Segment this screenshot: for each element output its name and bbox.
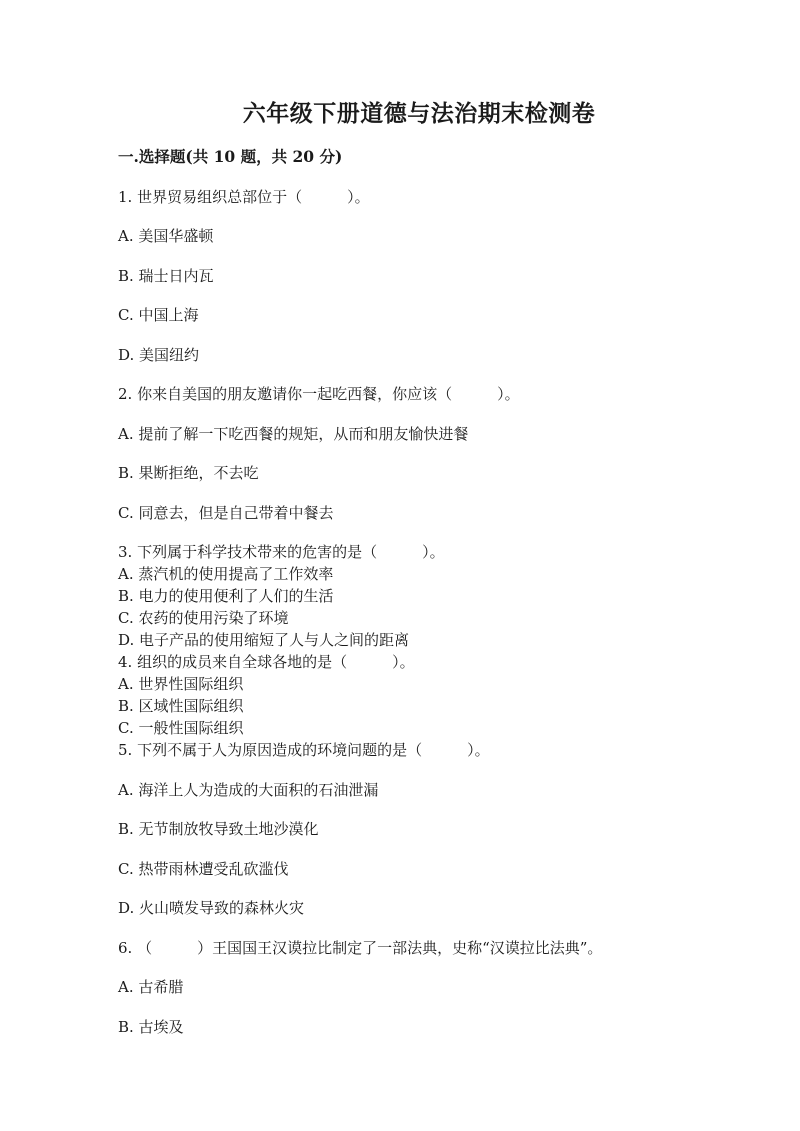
answer-option: C. 同意去，但是自己带着中餐去 (118, 503, 334, 522)
answer-option: A. 世界性国际组织 (118, 675, 244, 693)
question-block (118, 937, 720, 1038)
question-block (118, 541, 720, 651)
section-heading: 一.选择题(共 10 题，共 20 分) (118, 147, 343, 166)
exam-title: 六年级下册道德与法治期末检测卷 (242, 100, 596, 127)
answer-option: C. 农药的使用污染了环境 (118, 609, 289, 627)
question-block (118, 651, 720, 739)
answer-option: A. 古希腊 (118, 978, 184, 996)
answer-option: B. 果断拒绝，不去吃 (118, 464, 259, 482)
question-block (118, 186, 720, 366)
answer-option: C. 中国上海 (118, 306, 199, 324)
question-stem: 4. 组织的成员来自全球各地的是（ ）。 (118, 653, 415, 671)
answer-option: A. 蒸汽机的使用提高了工作效率 (118, 565, 334, 583)
answer-option: B. 电力的使用便利了人们的生活 (118, 587, 334, 605)
question-stem: 1. 世界贸易组织总部位于（ ）。 (118, 187, 370, 206)
answer-option: A. 海洋上人为造成的大面积的石油泄漏 (118, 780, 379, 799)
answer-option: B. 无节制放牧导致土地沙漠化 (118, 820, 319, 838)
question-stem: 3. 下列属于科学技术带来的危害的是（ ）。 (118, 543, 445, 561)
answer-option: D. 电子产品的使用缩短了人与人之间的距离 (118, 631, 410, 649)
answer-option: C. 热带雨林遭受乱砍滥伐 (118, 859, 289, 878)
answer-option: A. 提前了解一下吃西餐的规矩，从而和朋友愉快进餐 (118, 424, 469, 443)
answer-option: D. 美国纽约 (118, 345, 200, 364)
question-stem: 5. 下列不属于人为原因造成的环境问题的是（ ）。 (118, 741, 490, 759)
answer-option: B. 瑞士日内瓦 (118, 266, 214, 285)
question-stem: 2. 你来自美国的朋友邀请你一起吃西餐，你应该（ ）。 (118, 385, 520, 403)
question-stem: 6. （ ）王国国王汉谟拉比制定了一部法典，史称“汉谟拉比法典”。 (118, 938, 603, 957)
answer-option: B. 区域性国际组织 (118, 697, 244, 715)
answer-option: D. 火山喷发导致的森林火灾 (118, 899, 305, 917)
answer-option: C. 一般性国际组织 (118, 719, 244, 737)
question-block (118, 383, 720, 524)
answer-option: A. 美国华盛顿 (118, 227, 214, 245)
question-block (118, 739, 720, 919)
answer-option: B. 古埃及 (118, 1017, 184, 1036)
